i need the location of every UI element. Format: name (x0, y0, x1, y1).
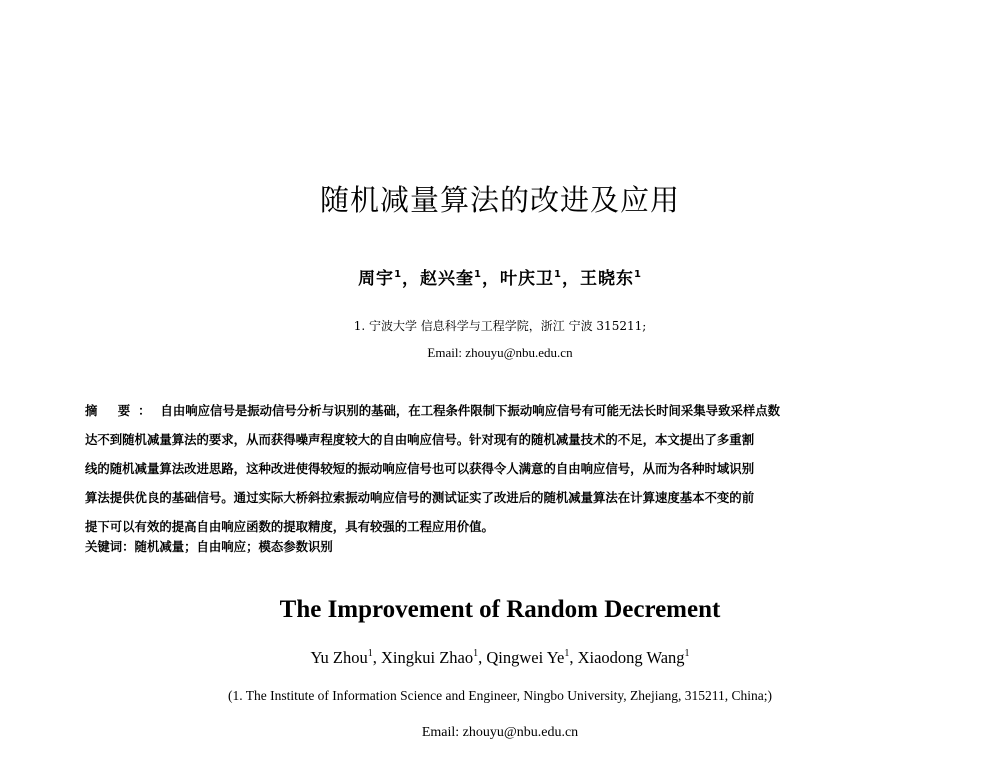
en-affiliation: (1. The Institute of Information Science and Engineer, Ningbo University, Zhejiang, 315211, China;) (227, 688, 773, 703)
abstract-text: 自由响应信号是振动信号分析与识别的基础，在工程条件限制下振动响应信号有可能无法长时间采集导致采样点数 (160, 403, 781, 418)
en-author-name: Yu Zhou (310, 648, 368, 667)
abstract-line: 达不到随机减量算法的要求，从而获得噪声程度较大的自由响应信号。针对现有的随机减量技术的不足，本文提出了多重割 (85, 432, 755, 447)
abstract-line: 提下可以有效的提高自由响应函数的提取精度，具有较强的工程应用价值。 (85, 519, 494, 534)
cn-title: 随机减量算法的改进及应用 (319, 183, 680, 217)
cn-abstract (85, 396, 913, 541)
en-author-sup: 1 (684, 648, 690, 659)
en-author-name: Qingwei Ye (486, 648, 565, 667)
author-separator: ， (482, 269, 500, 289)
en-author-name: Xiaodong Wang (577, 648, 685, 667)
en-authors (0, 648, 1000, 668)
author-separator: , (372, 648, 381, 667)
cn-author-name: 周宇 (358, 269, 395, 289)
author-separator: , (478, 648, 487, 667)
en-author-sup: 1 (564, 648, 570, 659)
en-author-sup: 1 (367, 648, 373, 659)
author-separator: ， (402, 269, 421, 289)
abstract-line: 算法提供优良的基础信号。通过实际大桥斜拉索振动响应信号的测试证实了改进后的随机减量算法在计算速度基本不变的前 (85, 490, 755, 505)
author-separator: , (569, 648, 578, 667)
cn-author-sup: 1 (554, 269, 562, 280)
author-separator: ， (561, 269, 580, 289)
cn-authors (0, 264, 1000, 289)
abstract-label: 摘 要： (85, 403, 159, 418)
abstract-line (85, 396, 913, 425)
cn-author-name: 赵兴奎 (420, 269, 475, 289)
abstract-line: 线的随机减量算法改进思路，这种改进使得较短的振动响应信号也可以获得令人满意的自由响应信号，从而为各种时域识别 (85, 461, 755, 476)
cn-affiliation: 1. 宁波大学 信息科学与工程学院，浙江 宁波 315211; (353, 319, 647, 333)
en-author-sup: 1 (473, 648, 479, 659)
cn-author-sup: 1 (633, 269, 642, 280)
cn-author-sup: 1 (474, 269, 482, 280)
cn-email: Email: zhouyu@nbu.edu.cn (427, 345, 573, 360)
en-email: Email: zhouyu@nbu.edu.cn (421, 725, 579, 740)
cn-keywords: 关键词：随机减量；自由响应；模态参数识别 (85, 539, 333, 554)
cn-author-sup: 1 (394, 269, 403, 280)
en-title: The Improvement of Random Decrement (279, 596, 721, 623)
cn-author-name: 王晓东 (579, 269, 634, 289)
cn-author-name: 叶庆卫 (500, 269, 554, 289)
en-author-name: Xingkui Zhao (381, 648, 474, 667)
